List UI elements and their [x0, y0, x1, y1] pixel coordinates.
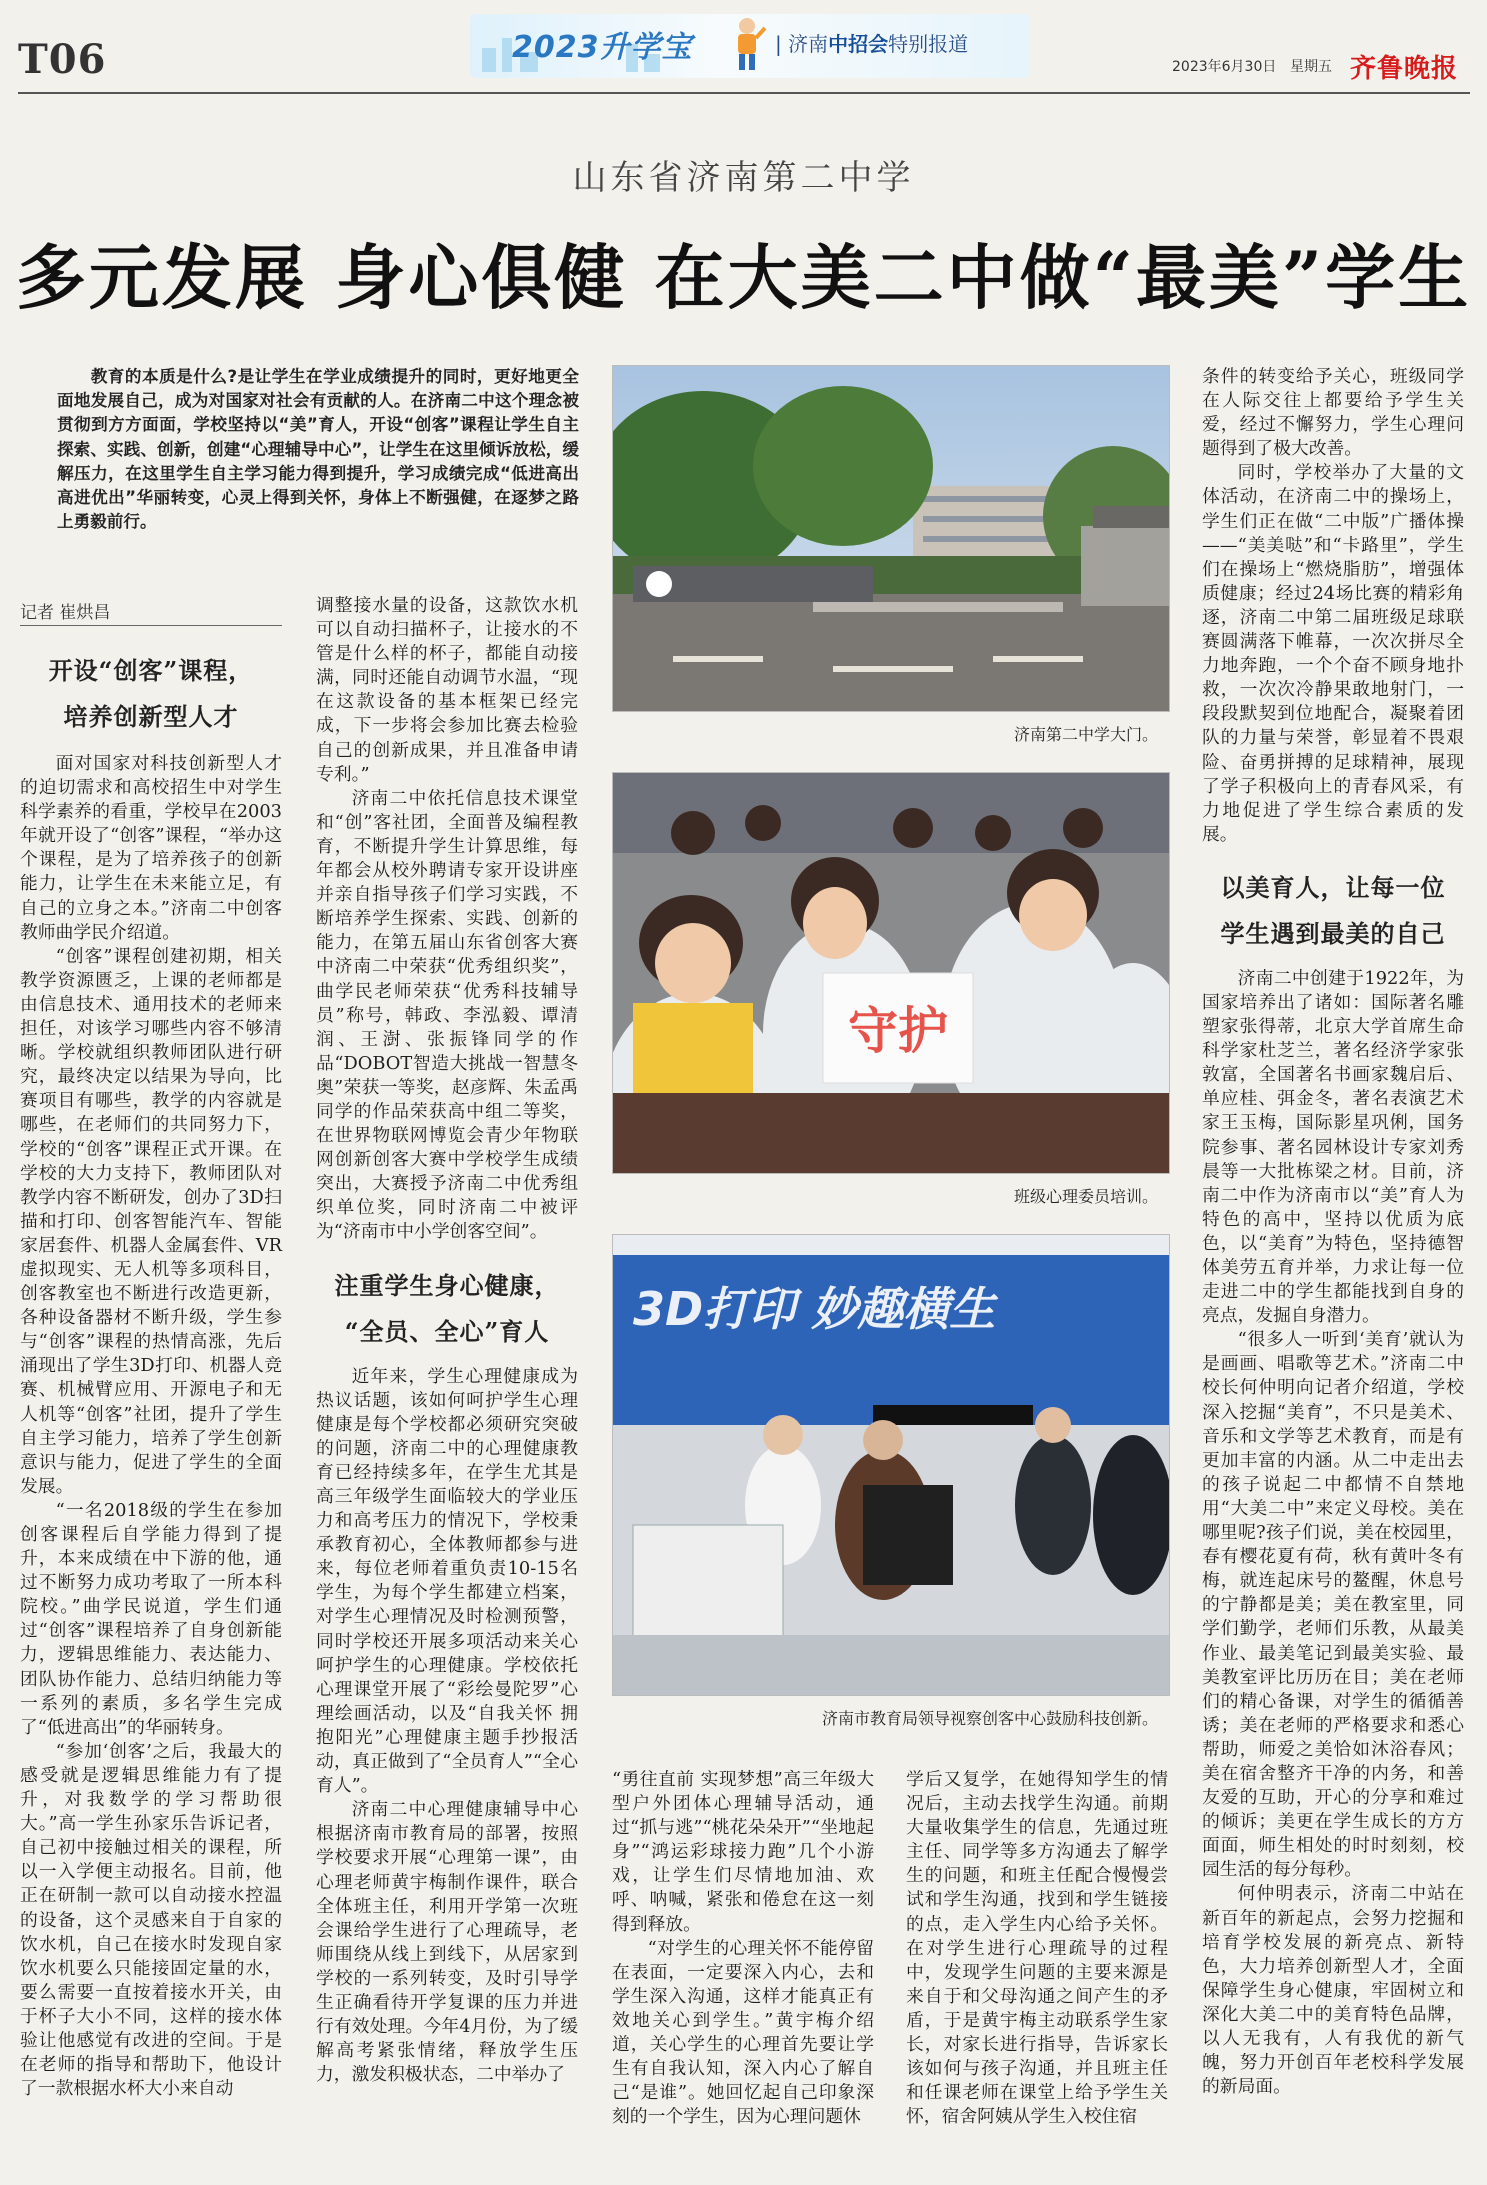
subhead-health-2: “全员、全心”育人: [344, 1316, 550, 1346]
paragraph: 济南二中依托信息技术课堂和“创”客社团，全面普及编程教育，不断提升学生计算思维，每年都会从校外聘请专家开设讲座并亲自指导孩子们学习实践，不断培养学生探索、实践、创新的能力，在第五届山东省创客大赛中济南二中荣获“优秀组织奖”，曲学民老师荣获“优秀科技辅导员”称号，韩政、李泓毅、谭清润、王澍、张振锋同学的作品“DOBOT智造大挑战一智慧冬奥”荣获一等奖，赵彦辉、朱孟禹同学的作品荣获高中组二等奖，在世界物联网博览会青少年物联网创新创客大赛中学校学生成绩突出，大赛授予济南二中优秀组织单位奖，同时济南二中被评为“济南市中小学创客空间”。: [316, 787, 578, 1243]
paragraph: 近年来，学生心理健康成为热议话题，该如何呵护学生心理健康是每个学校都必须研究突破的问题，济南二中的心理健康教育已经持续多年，在学生尤其是高三年级学生面临较大的学业压力和高考压力的情况下，学校秉承教育初心，全体教师都参与进来，每位老师着重负责10-15名学生，为每个学生都建立档案，对学生心理情况及时检测预警，同时学校还开展多项活动来关心呵护学生的心理健康。学校依托心理课堂开展了“彩绘曼陀罗”心理绘画活动，以及“自我关怀 拥抱阳光”心理健康主题手抄报活动，真正做到了“全员育人”“全心育人”。: [316, 1365, 578, 1797]
paragraph: 同时，学校举办了大量的文体活动，在济南二中的操场上，学生们正在做“二中版”广播体操——“美美哒”和“卡路里”，学生们在操场上“燃烧脂肪”，增强体质健康；经过24场比赛的精彩角逐，济南二中第二届班级足球联赛圆满落下帷幕，一次次拼尽全力地奔跑，一个个奋不顾身地扑救，一次次冷静果敢地射门，一段段默契到位地配合，凝聚着团队的力量与荣誉，彰显着不畏艰险、奋勇拼搏的足球精神，展现了学子积极向上的青春风采，有力地促进了学生综合素质的发展。: [1202, 462, 1464, 845]
column-1: [20, 648, 282, 2101]
issue-date: 2023年6月30日: [1172, 59, 1277, 75]
subhead-maker-2: 培养创新型人才: [63, 702, 239, 731]
issue-weekday: 星期五: [1290, 59, 1332, 75]
banner-subtitle: | 济南中招会特别报道: [775, 32, 969, 56]
masthead-rule: [18, 92, 1470, 94]
subhead-aesthetic-2: 学生遇到最美的自己: [1220, 918, 1446, 948]
paragraph: “很多人一听到‘美育’就认为是画画、唱歌等艺术。”济南二中校长何仲明向记者介绍道，学校深入挖掘“美育”，不只是美术、音乐和文学等艺术教育，而是有更加丰富的内涵。从二中走出去的孩子说起二中都情不自禁地用“大美二中”来定义母校。美在哪里呢?孩子们说，美在校园里，春有樱花夏有荷，秋有黄叶冬有梅，就连起床号的鳌醒，休息号的宁静都是美；美在教室里，同学们勤学，老师们乐教，从最美作业、最美笔记到最美实验、最美教室评比历历在目；美在老师们的精心备课，对学生的循循善诱；美在老师的严格要求和悉心帮助，师爱之美恰如沐浴春风；美在宿舍整齐干净的内务，和善友爱的互助，开心的分享和难过的倾诉；美更在学生成长的方方面面，师生相处的时时刻刻，校园生活的每分每秒。: [1202, 1329, 1464, 1881]
caption-maker: 济南市教育局领导视察创客中心鼓励科技创新。: [821, 1709, 1158, 1728]
column-5: [1202, 365, 1464, 2099]
column-4: [906, 1768, 1168, 2129]
paragraph: 济南二中心理健康辅导中心根据济南市教育局的部署，按照学校要求开展“心理第一课”，由心理老师黄宇梅制作课件，联合全体班主任，利用开学第一次班会课给学生进行了心理疏导，老师围绕从线上到线下，从居家到学校的一系列转变，及时引导学生正确看待开学复课的压力并进行有效处理。今年4月份，为了缓解高考紧张情绪，释放学生压力，激发积极状态，二中举办了: [316, 1799, 578, 2086]
paragraph: 何仲明表示，济南二中站在新百年的新起点，会努力挖掘和培育学校发展的新亮点、新特色，大力培养创新型人才，全面保障学生身心健康，牢固树立和深化大美二中的美育特色品牌，以人无我有，人有我优的新气魄，努力开创百年老校科学发展的新局面。: [1202, 1883, 1464, 2098]
photo-psych-training: [612, 772, 1170, 1174]
paragraph: 面对国家对科技创新型人才的迫切需求和高校招生中对学生科学素养的看重，学校早在2003年就开设了“创客”课程，“举办这个课程，是为了培养孩子的创新能力，让学生在未来能立足，有自己的立身之本。”济南二中创客教师曲学民介绍道。: [20, 753, 282, 943]
school-name: 山东省济南第二中学: [572, 158, 915, 198]
photo-school-gate: [612, 365, 1170, 712]
subhead-aesthetic-1: 以美育人，让每一位: [1220, 872, 1446, 902]
banner-title: 2023升学宝: [512, 30, 693, 65]
paragraph: “对学生的心理关怀不能停留在表面，一定要深入内心，去和学生深入沟通，这样才能真正有效地关心到学生。”黄宇梅介绍道，关心学生的心理首先要让学生有自我认知，深入内心了解自己“是谁”。她回忆起自己印象深刻的一个学生，因为心理问题休: [612, 1937, 874, 2128]
paragraph: “勇往直前 实现梦想”高三年级大型户外团体心理辅导活动，通过“抓与逃”“桃花朵朵开”“坐地起身”“鸿运彩球接力跑”几个小游戏，让学生们尽情地加油、欢呼、呐喊，紧张和倦怠在这一刻得到释放。: [612, 1769, 874, 1935]
sign-text: 守护: [848, 1002, 948, 1060]
lead-paragraph: 教育的本质是什么?是让学生在学业成绩提升的同时，更好地更全面地发展自己，成为对国家对社会有贡献的人。在济南二中这个理念被贯彻到方方面面，学校坚持以“美”育人，开设“创客”课程让学生自主探索、实践、创新，创建“心理辅导中心”，让学生在这里倾诉放松，缓解压力，在这里学生自主学习能力得到提升，学习成绩完成“低进高出 高进优出”华丽转变，心灵上得到关怀，身体上不断强健，在逐梦之路上勇毅前行。: [57, 367, 579, 532]
paragraph: “一名2018级的学生在参加创客课程后自学能力得到了提升，本来成绩在中下游的他，通过不断努力成功考取了一所本科院校。”曲学民说道，学生们通过“创客”课程培养了自身创新能力，逻辑思维能力、表达能力、团队协作能力、总结归纳能力等一系列的素质，多名学生完成了“低进高出”的华丽转身。: [20, 1499, 282, 1738]
column-3: [612, 1768, 874, 2129]
subhead-maker-1: 开设“创客”课程，: [48, 656, 254, 685]
sign-text: 3D打印 妙趣横生: [633, 1282, 996, 1336]
photo-maker-center: [612, 1234, 1170, 1696]
column-2: [316, 594, 578, 2087]
mascot-icon: [727, 16, 767, 74]
headline: 多元发展 身心俱健 在大美二中做“最美”学生: [15, 236, 1472, 319]
caption-gate: 济南第二中学大门。: [1013, 725, 1158, 744]
paragraph: 学后又复学，在她得知学生的情况后，主动去找学生沟通。前期大量收集学生的信息，先通过班主任、同学等多方沟通去了解学生的问题，和班主任配合慢慢尝试和学生沟通，找到和学生链接的点，走入学生内心给予关怀。在对学生进行心理疏导的过程中，发现学生问题的主要来源是来自于和父母沟通之间产生的矛盾，于是黄宇梅主动联系学生家长，对家长进行指导，告诉家长该如何与孩子沟通，并且班主任和任课老师在课堂上给予学生关怀，宿舍阿姨从学生入校住宿: [906, 1769, 1168, 2128]
paragraph: “参加‘创客’之后，我最大的感受就是逻辑思维能力有了提升，对我数学的学习帮助很大。”高一学生孙家乐告诉记者，自己初中接触过相关的课程，所以一入学便主动报名。目前，他正在研制一款可以自动接水控温的设备，这个灵感来自于自家的饮水机，自己在接水时发现自家饮水机要么只能接固定量的水，要么需要一直按着接水开关，由于杯子大小不同，这样的接水体验让他感觉有改进的空间。于是在老师的指导和帮助下，他设计了一款根据水杯大小来自动: [20, 1740, 282, 2100]
subhead-health-1: 注重学生身心健康，: [334, 1270, 560, 1300]
page-number: T06: [18, 36, 107, 83]
paragraph: 调整接水量的设备，这款饮水机可以自动扫描杯子，让接水的不管是什么样的杯子，都能自动接满，同时还能自动调节水温，“现在这款设备的基本框架已经完成，下一步将会参加比赛去检验自己的创新成果，并且准备申请专利。”: [316, 595, 578, 785]
byline: 记者 崔烘昌: [20, 598, 282, 626]
paragraph: 济南二中创建于1922年，为国家培养出了诸如：国际著名雕塑家张得蒂，北京大学首席生命科学家杜芝兰，著名经济学家张敦富，全国著名书画家魏启后、单应桂、弭金冬，著名表演艺术家王玉梅，国际影星巩俐，国务院参事、著名园林设计专家刘秀晨等一大批栋梁之材。目前，济南二中作为济南市以“美”育人为特色的高中，坚持以优质为底色，以“美育”为特色，坚持德智体美劳五育并举，力求让每一位走进二中的学生都能找到自身的亮点，发掘自身潜力。: [1202, 967, 1464, 1327]
paragraph: 条件的转变给予关心，班级同学在人际交往上都要给予学生关爱，经过不懈努力，学生心理问题得到了极大改善。: [1202, 366, 1464, 460]
newspaper-logo: 齐鲁晚报: [1350, 54, 1459, 84]
paragraph: “创客”课程创建初期，相关教学资源匮乏，上课的老师都是由信息技术、通用技术的老师来担任，对该学习哪些内容不够清晰。学校就组织教师团队进行研究，最终决定以结果为导向，比赛项目有哪些，教学的内容就是哪些，在老师们的共同努力下，学校的“创客”课程正式开课。在学校的大力支持下，教师团队对教学内容不断研发，创办了3D扫描和打印、创客智能汽车、智能家居套件、机器人金属套件、VR虚拟现实、无人机等多项科目，创客教室也不断进行改造更新，各种设备器材不断升级，学生参与“创客”课程的热情高涨，先后涌现出了学生3D打印、机器人竞赛、机械臂应用、开源电子和无人机等“创客”社团，提升了学生自主学习能力，培养了学生创新意识与能力，促进了学生的全面发展。: [20, 945, 282, 1497]
caption-training: 班级心理委员培训。: [1013, 1187, 1158, 1206]
